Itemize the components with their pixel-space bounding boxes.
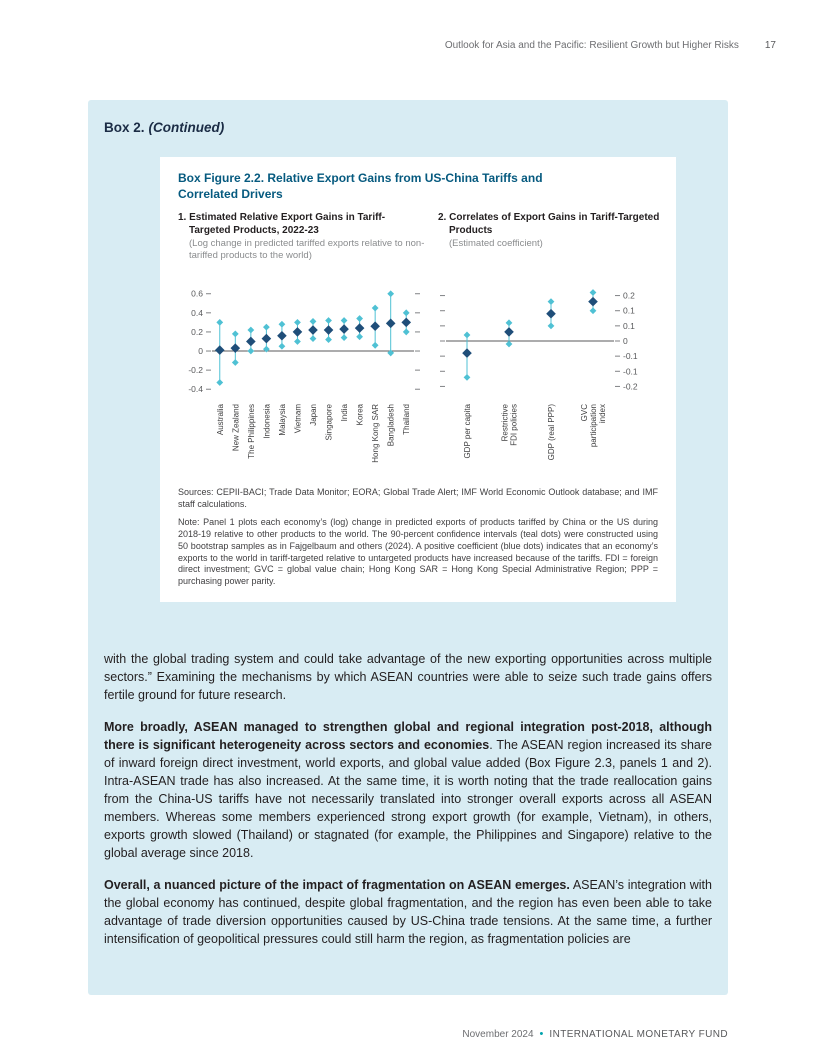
svg-text:Vietnam: Vietnam	[293, 404, 303, 434]
svg-text:GDP per capita: GDP per capita	[463, 404, 472, 459]
footer-date: November 2024	[462, 1029, 534, 1040]
running-header	[445, 40, 776, 51]
svg-text:The Philippines: The Philippines	[246, 404, 256, 459]
svg-text:Restrictive: Restrictive	[500, 404, 510, 442]
svg-text:participation: participation	[589, 404, 598, 448]
panel-1-subtitle: (Log change in predicted tariffed exports relative to non-tariffed products to the world)	[189, 238, 425, 262]
panel-2-chart	[438, 280, 662, 472]
svg-text:FDI policies: FDI policies	[509, 404, 519, 446]
charts-row	[178, 212, 658, 477]
panel-2-header	[438, 212, 662, 280]
panel-1-title: 1. Estimated Relative Export Gains in Tariff-Targeted Products, 2022-23	[178, 212, 386, 236]
svg-text:-0.1: -0.1	[623, 351, 638, 362]
paragraph-1: with the global trading system and could take advantage of the new exporting opportunities across multiple sectors.” Examining the mechanisms by which ASEAN countries were able to seize such trade gains offers fertile ground for future research.	[104, 652, 712, 703]
svg-text:0.2: 0.2	[191, 327, 203, 338]
svg-text:-0.1: -0.1	[623, 366, 638, 377]
panel-1-header	[178, 212, 426, 280]
running-title: Outlook for Asia and the Pacific: Resilient Growth but Higher Risks	[444, 40, 739, 51]
svg-text:India: India	[340, 404, 350, 422]
svg-text:New Zealand: New Zealand	[231, 404, 241, 452]
svg-text:index: index	[598, 404, 607, 424]
page-number: 17	[764, 40, 776, 51]
svg-text:0.1: 0.1	[623, 321, 635, 332]
svg-text:Bangladesh: Bangladesh	[386, 404, 396, 447]
svg-text:-0.4: -0.4	[188, 384, 203, 395]
svg-text:GDP (real PPP): GDP (real PPP)	[547, 404, 556, 461]
paragraph-2: More broadly, ASEAN managed to strengthen global and regional integration post-2018, although there is significant heterogeneity across sectors and economies. The ASEAN region increased its share of inward foreign direct investment, world exports, and global value added (Box Figure 2.3, panels 1 and 2). Intra-ASEAN trade has also increased. At the same time, it is worth noting that the trade reallocation gains from the China-US tariffs have not necessarily translated into stronger overall exports across all ASEAN members. Whereas some members experienced strong export growth (for example, Vietnam), in others, exports growth slowed (Thailand) or stagnated (for example, the Philippines and Singapore) relative to the global average since 2018.	[104, 719, 712, 861]
body-text	[88, 650, 728, 948]
panel-1	[178, 212, 426, 477]
svg-text:0.4: 0.4	[191, 308, 203, 319]
figure-note: Note: Panel 1 plots each economy’s (log) change in predicted exports of products tariffed by China or the US during 2018-19 relative to other products to the world. The 90-percent confidence intervals (teal dots) were constructed using 50 bootstrap samples as in Fajgelbaum and others (2024). A positive coefficient (blue dots) indicates that an economy’s exports to the world in tariff-targeted relative to untargeted products have increased because of the tariffs. FDI = foreign direct investment; GVC = global value chain; Hong Kong SAR = Hong Kong Special Administrative Region; PPP = purchasing power parity.	[178, 516, 658, 587]
svg-text:0.1: 0.1	[623, 305, 635, 316]
svg-text:-0.2: -0.2	[623, 381, 638, 392]
svg-text:Australia: Australia	[215, 404, 225, 436]
svg-text:Indonesia: Indonesia	[262, 404, 272, 439]
figure-sources: Sources: CEPII-BACI; Trade Data Monitor; EORA; Global Trade Alert; IMF World Economic Outlook database; and IMF staff calculations.	[178, 487, 658, 510]
svg-text:0: 0	[623, 336, 628, 347]
box-figure-2-2	[160, 157, 676, 602]
svg-text:0.6: 0.6	[191, 288, 203, 299]
panel-1-chart	[178, 280, 426, 472]
panel-2	[438, 212, 662, 477]
box-continued-label: (Continued)	[148, 120, 225, 135]
svg-text:Malaysia: Malaysia	[277, 404, 287, 436]
svg-text:0: 0	[198, 346, 203, 357]
panel-2-title: 2. Correlates of Export Gains in Tariff-Targeted Products	[438, 212, 660, 236]
svg-text:0.2: 0.2	[623, 290, 635, 301]
svg-text:Thailand: Thailand	[402, 404, 412, 435]
svg-text:Japan: Japan	[309, 404, 318, 426]
svg-text:GVC: GVC	[580, 404, 589, 422]
box-2-continued	[88, 100, 728, 995]
box-label: Box 2.	[104, 120, 145, 135]
svg-text:-0.2: -0.2	[188, 365, 203, 376]
paragraph-3: Overall, a nuanced picture of the impact of fragmentation on ASEAN emerges. ASEAN’s integration with the global economy has continued, despite global fragmentation, and the region has even been able to take advantage of trade diversion opportunities caused by US-China trade tensions. At the same time, a further intensification of geopolitical pressures could still harm the region, as fragmentation policies are	[104, 877, 712, 946]
footer-org: INTERNATIONAL MONETARY FUND	[549, 1029, 728, 1040]
svg-text:Hong Kong SAR: Hong Kong SAR	[371, 404, 381, 463]
svg-text:Singapore: Singapore	[324, 404, 334, 441]
footer-bullet-icon: •	[539, 1028, 544, 1040]
page-footer	[462, 1028, 728, 1040]
panel-2-subtitle: (Estimated coefficient)	[449, 238, 543, 250]
svg-text:Korea: Korea	[355, 404, 365, 426]
box-heading	[88, 100, 728, 135]
figure-title: Box Figure 2.2. Relative Export Gains from US-China Tariffs and Correlated Drivers	[178, 171, 543, 201]
